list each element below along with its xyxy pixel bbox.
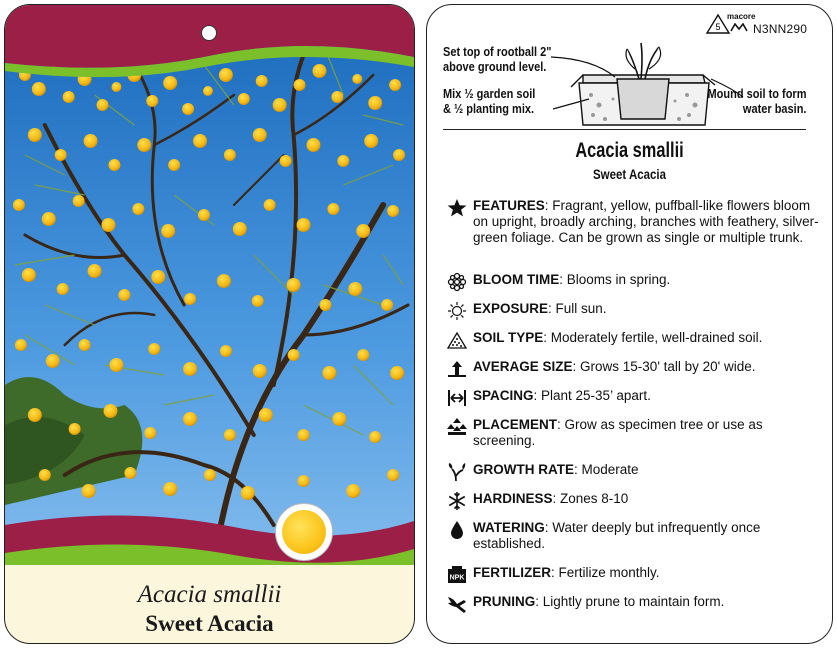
divider [443,129,806,130]
average-size-item: AVERAGE SIZE: Grows 15-30' tall by 20' wide. [447,359,825,375]
bloom-time-item: BLOOM TIME: Blooms in spring. [447,272,825,288]
size-icon [447,359,467,379]
front-botanical-name: Acacia smallii [137,581,282,608]
growth-rate-item: GROWTH RATE: Moderate [447,462,825,478]
bloom-icon [447,272,467,292]
macore-logo-icon [730,22,748,32]
front-common-name: Sweet Acacia [145,611,274,636]
pruning-item: PRUNING: Lightly prune to maintain form. [447,594,825,610]
sku-code: N3NN290 [753,22,808,36]
snowflake-icon [447,491,467,511]
rootball-height-note: Set top of rootball 2" above ground level. [443,45,552,74]
water-basin-note: Mound soil to form water basin. [707,87,806,116]
acacia-photo [5,5,414,565]
water-drop-icon [447,520,467,540]
plant-tag-back [426,4,833,644]
full-sun-icon [275,503,333,561]
tag-hanging-hole [201,25,217,41]
hardiness-item: HARDINESS: Zones 8-10 [447,491,825,507]
spacing-icon [447,388,467,408]
soil-type-item: SOIL TYPE: Moderately fertile, well-drained soil. [447,330,825,346]
pruners-icon [447,594,467,614]
soil-icon [447,330,467,350]
sun-icon [447,301,467,321]
recycle-number: 5 [715,22,721,32]
watering-item: WATERING: Water deeply but infrequently once established. [447,520,825,552]
exposure-item: EXPOSURE: Full sun. [447,301,825,317]
placement-item: PLACEMENT: Grow as specimen tree or use as screening. [447,417,825,449]
npk-icon [447,565,467,585]
features-item: FEATURES: Fragrant, yellow, puffball-like flowers bloom on upright, broadly arching, branches with feathery, silver-green foliage. Can be grown as single or multiple trunk. [447,198,825,246]
growth-icon [447,462,467,482]
fertilizer-item: NPK FERTILIZER: Fertilize monthly. [447,565,825,581]
placement-icon [447,417,467,437]
soil-mix-note: Mix ½ garden soil & ½ planting mix. [443,87,536,116]
spacing-item: SPACING: Plant 25-35’ apart. [447,388,825,404]
brand-name: macore [727,12,756,21]
svg-text:NPK: NPK [449,574,465,582]
plant-tag-front [4,4,415,644]
back-botanical-name: Acacia smallii [575,139,684,162]
star-icon [447,198,467,218]
back-common-name: Sweet Acacia [593,166,666,182]
